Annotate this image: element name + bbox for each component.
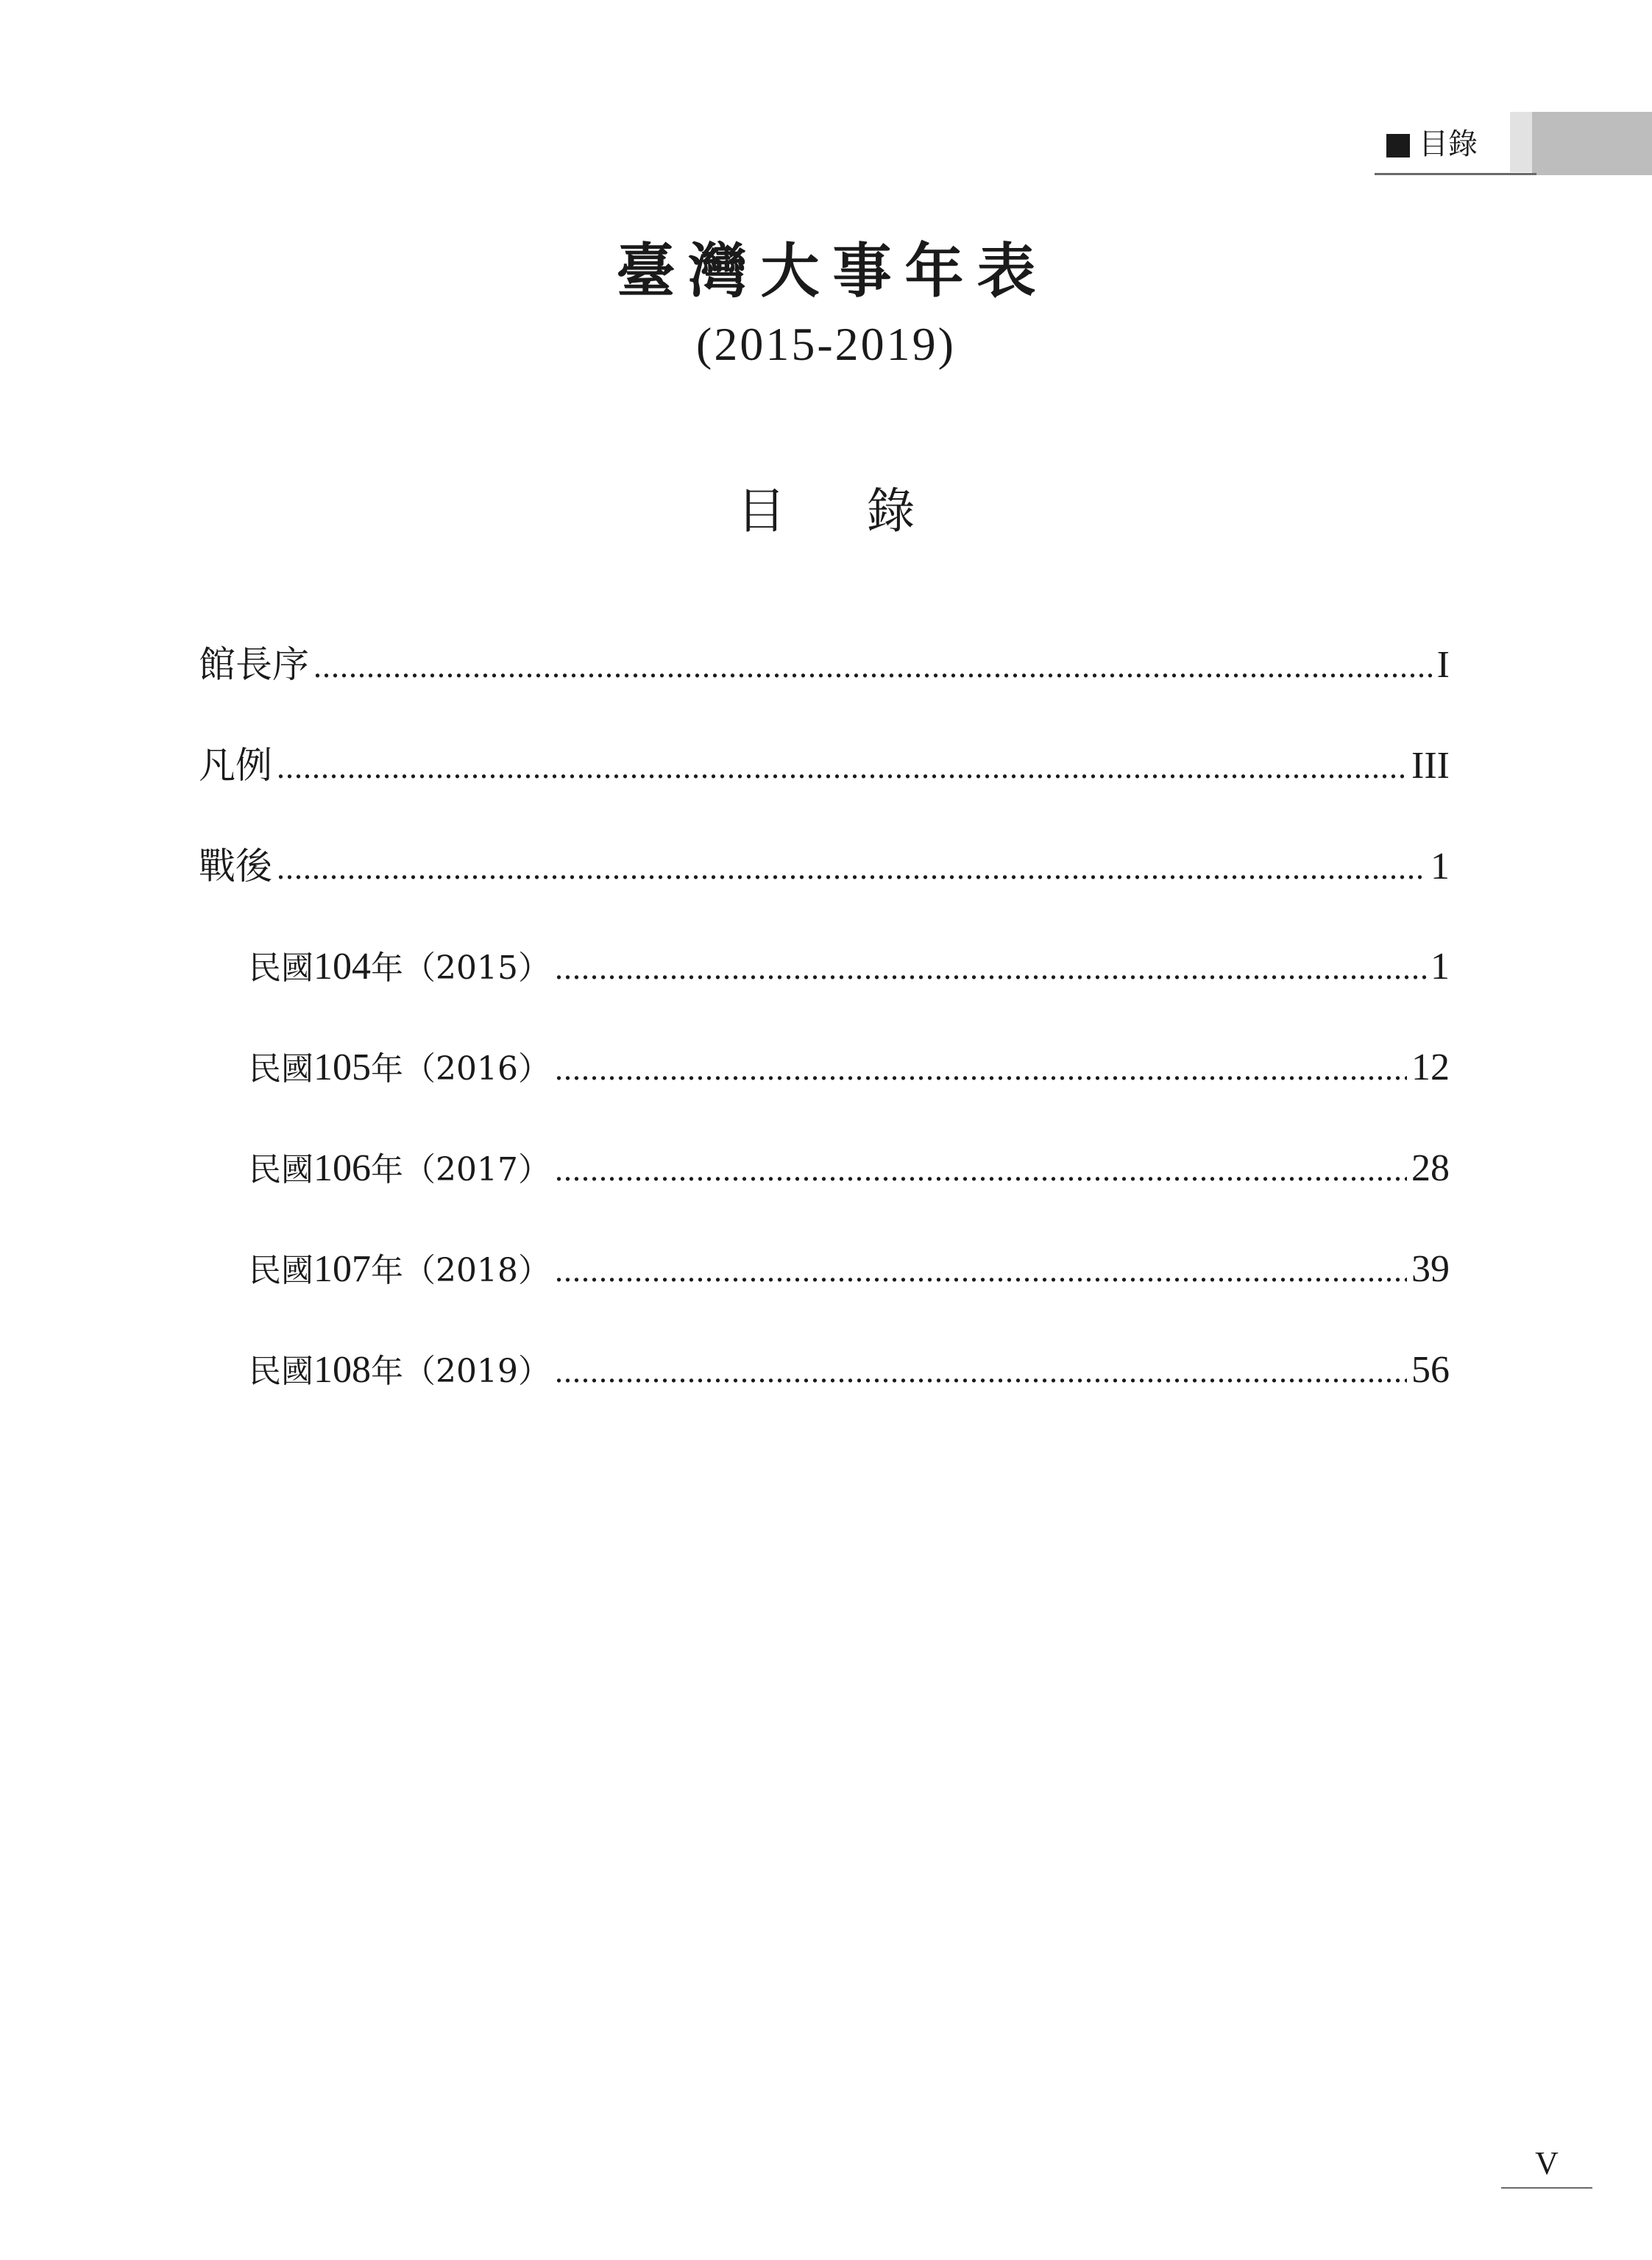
toc-entry-title [249, 941, 550, 994]
toc-entry-title: 戰後 [199, 845, 272, 888]
toc-page-number: 1 [1431, 946, 1450, 988]
book-subtitle: (2015-2019) [696, 318, 956, 370]
toc-entry-title [249, 1042, 550, 1095]
toc-entry-title: 凡例 [199, 744, 272, 787]
toc-page-number: 28 [1411, 1147, 1450, 1189]
title-prefix: 民國 [249, 949, 313, 987]
title-suffix: 年（2019） [371, 1353, 550, 1390]
dot-leader [555, 943, 1426, 994]
title-prefix: 民國 [249, 1252, 313, 1289]
toc-entry-notes[interactable] [199, 740, 1450, 791]
title-number: 105 [313, 1046, 371, 1088]
dot-leader [277, 843, 1426, 894]
dot-leader [313, 641, 1433, 692]
toc-page-number: 56 [1411, 1349, 1450, 1391]
toc-entry-2017[interactable] [249, 1143, 1450, 1194]
title-number: 106 [313, 1147, 371, 1189]
title-number: 108 [313, 1349, 371, 1391]
toc-page-number: 1 [1431, 846, 1450, 888]
dot-leader [555, 1245, 1407, 1297]
dot-leader [555, 1044, 1407, 1095]
title-suffix: 年（2015） [371, 949, 550, 987]
page-number: V [1535, 2145, 1559, 2181]
title-number: 107 [313, 1248, 371, 1290]
book-title: 臺灣大事年表 [616, 236, 1049, 305]
toc-entry-title: 館長序 [199, 643, 309, 686]
running-header-label: 目錄 [1419, 127, 1478, 161]
dot-leader [555, 1346, 1407, 1398]
toc-entry-title [249, 1244, 550, 1297]
toc-page-number: III [1411, 745, 1450, 787]
title-suffix: 年（2017） [371, 1151, 550, 1189]
folio-rule [1501, 2187, 1592, 2189]
dot-leader [277, 742, 1407, 793]
toc-entry-postwar[interactable] [199, 840, 1450, 892]
toc-entry-title [249, 1345, 550, 1398]
toc-page-number: 39 [1411, 1248, 1450, 1290]
toc-entry-2016[interactable] [249, 1042, 1450, 1094]
toc-entry-2015[interactable] [249, 941, 1450, 993]
title-suffix: 年（2018） [371, 1252, 550, 1289]
dot-leader [555, 1144, 1407, 1196]
title-number: 104 [313, 946, 371, 988]
title-prefix: 民國 [249, 1050, 313, 1088]
title-prefix: 民國 [249, 1151, 313, 1189]
toc-entry-preface[interactable] [199, 639, 1450, 690]
toc-heading: 目錄 [737, 483, 996, 539]
toc-entry-2018[interactable] [249, 1244, 1450, 1295]
toc-page-number: 12 [1411, 1046, 1450, 1088]
toc-entry-2019[interactable] [249, 1345, 1450, 1396]
title-suffix: 年（2016） [371, 1050, 550, 1088]
toc-entry-title [249, 1143, 550, 1196]
title-prefix: 民國 [249, 1353, 313, 1390]
toc-page-number: I [1436, 644, 1450, 686]
